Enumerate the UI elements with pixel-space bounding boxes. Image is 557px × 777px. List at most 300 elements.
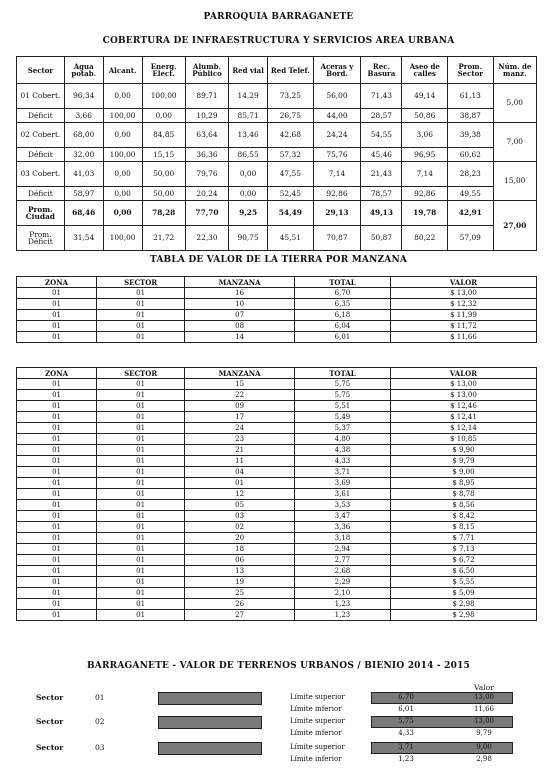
- coverage-cell: 49,14: [402, 84, 448, 109]
- land-value-cell: 25: [185, 588, 295, 599]
- sector-bar: [158, 716, 262, 729]
- land-value-header-cell: SECTOR: [97, 277, 185, 288]
- land-value-cell: 01: [185, 478, 295, 489]
- land-value-cell: 08: [185, 321, 295, 332]
- coverage-row-label: 01 Cobert.: [17, 84, 65, 109]
- coverage-header-cell: Alcant.: [103, 57, 142, 84]
- coverage-cell: 0,00: [229, 187, 268, 201]
- land-value-cell: 3,36: [295, 522, 391, 533]
- coverage-cell: 100,00: [103, 148, 142, 162]
- coverage-header-cell: Agua potab.: [64, 57, 103, 84]
- land-value-cell: $ 6,50: [390, 566, 536, 577]
- land-value-cell: 01: [97, 610, 185, 621]
- land-value-cell: 3,71: [295, 467, 391, 478]
- coverage-cell: 41,03: [64, 162, 103, 187]
- coverage-cell: 0,00: [103, 123, 142, 148]
- land-value-header-cell: TOTAL: [295, 368, 391, 379]
- coverage-cell: 77,70: [185, 201, 228, 226]
- land-value-cell: 14: [185, 332, 295, 343]
- land-value-cell: 01: [17, 456, 97, 467]
- coverage-cell: 9,25: [229, 201, 268, 226]
- land-value-cell: $ 8,78: [390, 489, 536, 500]
- coverage-cell: 92,86: [313, 187, 361, 201]
- coverage-cell: 68,46: [64, 201, 103, 226]
- land-value-cell: $ 11,66: [390, 332, 536, 343]
- table-row: [17, 321, 537, 332]
- land-value-cell: $ 5,55: [390, 577, 536, 588]
- document-title: PARROQUIA BARRAGANETE: [203, 12, 354, 22]
- land-value-cell: 6,18: [295, 310, 391, 321]
- land-value-cell: 01: [97, 588, 185, 599]
- land-value-cell: 01: [17, 288, 97, 299]
- summary-title: BARRAGANETE - VALOR DE TERRENOS URBANOS / BIENIO 2014 - 2015: [87, 661, 470, 671]
- coverage-cell: 29,13: [313, 201, 361, 226]
- upper-total-value: 6,70: [398, 693, 414, 701]
- coverage-cell: 0,00: [103, 84, 142, 109]
- coverage-header-cell: Aseo de calles: [402, 57, 448, 84]
- coverage-row: [17, 84, 537, 109]
- land-value-cell: 01: [17, 544, 97, 555]
- coverage-header-cell: Sector: [17, 57, 65, 84]
- land-value-cell: 09: [185, 401, 295, 412]
- land-value-cell: $ 13,00: [390, 379, 536, 390]
- land-value-cell: 01: [17, 434, 97, 445]
- land-value-header-row: [17, 277, 537, 288]
- land-value-cell: $ 12,14: [390, 423, 536, 434]
- value-column-header: Valor: [474, 683, 494, 692]
- coverage-cell: 90,75: [229, 226, 268, 251]
- land-value-cell: 01: [17, 379, 97, 390]
- coverage-row: [17, 109, 537, 123]
- coverage-cell: 45,51: [268, 226, 314, 251]
- land-value-cell: 01: [97, 445, 185, 456]
- coverage-cell: 3,06: [402, 123, 448, 148]
- table-row: [17, 423, 537, 434]
- land-value-cell: 01: [17, 599, 97, 610]
- table-row: [17, 401, 537, 412]
- land-value-cell: $ 5,09: [390, 588, 536, 599]
- land-value-cell: 01: [17, 445, 97, 456]
- land-value-cell: $ 10,85: [390, 434, 536, 445]
- land-value-header-cell: TOTAL: [295, 277, 391, 288]
- coverage-cell: 47,55: [268, 162, 314, 187]
- land-value-cell: $ 13,00: [390, 390, 536, 401]
- coverage-cell: 73,25: [268, 84, 314, 109]
- land-value-cell: $ 8,15: [390, 522, 536, 533]
- land-value-cell: 01: [17, 522, 97, 533]
- land-value-cell: 01: [97, 555, 185, 566]
- coverage-cell: 96,34: [64, 84, 103, 109]
- land-value-cell: 01: [97, 321, 185, 332]
- land-value-cell: 2,29: [295, 577, 391, 588]
- coverage-cell: 70,87: [313, 226, 361, 251]
- land-value-cell: 10: [185, 299, 295, 310]
- coverage-cell: 15,15: [142, 148, 185, 162]
- coverage-header-row: [17, 57, 537, 84]
- coverage-header-cell: Red vial: [229, 57, 268, 84]
- coverage-cell: 80,22: [402, 226, 448, 251]
- table-row: [17, 522, 537, 533]
- coverage-cell: 75,76: [313, 148, 361, 162]
- upper-price-value: 13,00: [473, 717, 495, 725]
- land-value-cell: 5,49: [295, 412, 391, 423]
- upper-limit-label: Límite superior: [290, 743, 345, 751]
- land-value-cell: 01: [17, 478, 97, 489]
- sector-bar: [158, 742, 262, 755]
- coverage-cell: 38,87: [448, 109, 494, 123]
- land-value-cell: 01: [17, 588, 97, 599]
- land-value-cell: $ 8,95: [390, 478, 536, 489]
- coverage-cell: 85,71: [229, 109, 268, 123]
- land-value-cell: $ 11,99: [390, 310, 536, 321]
- table-row: [17, 467, 537, 478]
- land-value-cell: 18: [185, 544, 295, 555]
- coverage-header-cell: Energ. Elect.: [142, 57, 185, 84]
- coverage-cell: 28,23: [448, 162, 494, 187]
- land-value-cell: 01: [97, 577, 185, 588]
- land-value-cell: 01: [17, 555, 97, 566]
- coverage-row: [17, 187, 537, 201]
- sector-label: Sector: [36, 693, 64, 702]
- land-value-cell: 02: [185, 522, 295, 533]
- land-value-cell: $ 9,79: [390, 456, 536, 467]
- land-value-cell: 01: [97, 456, 185, 467]
- lower-price-value: 11,66: [473, 705, 495, 713]
- land-value-cell: 2,94: [295, 544, 391, 555]
- lower-total-value: 4,33: [398, 729, 414, 737]
- land-value-cell: 17: [185, 412, 295, 423]
- land-value-cell: 01: [17, 423, 97, 434]
- land-value-cell: $ 6,72: [390, 555, 536, 566]
- land-value-header-cell: ZONA: [17, 368, 97, 379]
- coverage-cell: 100,00: [142, 84, 185, 109]
- land-value-cell: 6,70: [295, 288, 391, 299]
- land-value-cell: 01: [97, 332, 185, 343]
- land-value-cell: 01: [97, 467, 185, 478]
- land-value-cell: 21: [185, 445, 295, 456]
- coverage-row-label: 02 Cobert.: [17, 123, 65, 148]
- table-row: [17, 288, 537, 299]
- land-value-cell: 2,77: [295, 555, 391, 566]
- land-value-cell: 26: [185, 599, 295, 610]
- land-value-cell: 4,38: [295, 445, 391, 456]
- coverage-cell: 0,00: [229, 162, 268, 187]
- coverage-header-cell: Aceras y Bord.: [313, 57, 361, 84]
- coverage-cell: 57,32: [268, 148, 314, 162]
- coverage-table: [16, 56, 537, 251]
- coverage-cell: 36,36: [185, 148, 228, 162]
- land-value-cell: 01: [97, 401, 185, 412]
- land-value-cell: 01: [17, 467, 97, 478]
- block-count-cell: 5,00: [493, 84, 536, 123]
- coverage-cell: 58,97: [64, 187, 103, 201]
- land-value-title: TABLA DE VALOR DE LA TIERRA POR MANZANA: [149, 255, 408, 265]
- lower-limit-label: Límite inferior: [290, 705, 342, 713]
- land-value-cell: 01: [97, 423, 185, 434]
- land-value-cell: 06: [185, 555, 295, 566]
- coverage-row: [17, 226, 537, 251]
- land-value-cell: 03: [185, 511, 295, 522]
- land-value-cell: 01: [97, 544, 185, 555]
- upper-price-value: 9,00: [476, 743, 492, 751]
- land-value-cell: 01: [97, 478, 185, 489]
- coverage-row-label: Prom. Déficit: [17, 226, 65, 251]
- land-value-cell: 3,69: [295, 478, 391, 489]
- coverage-cell: 50,87: [361, 226, 402, 251]
- coverage-cell: 21,72: [142, 226, 185, 251]
- land-value-cell: 1,23: [295, 610, 391, 621]
- land-value-table-2: [16, 367, 537, 621]
- land-value-cell: 01: [97, 412, 185, 423]
- coverage-cell: 61,13: [448, 84, 494, 109]
- coverage-cell: 42,68: [268, 123, 314, 148]
- sector-number: 01: [95, 693, 105, 702]
- coverage-cell: 24,24: [313, 123, 361, 148]
- coverage-cell: 57,09: [448, 226, 494, 251]
- sector-label: Sector: [36, 743, 64, 752]
- land-value-cell: 27: [185, 610, 295, 621]
- land-value-cell: 01: [17, 310, 97, 321]
- table-row: [17, 566, 537, 577]
- table-row: [17, 533, 537, 544]
- land-value-header-cell: MANZANA: [185, 277, 295, 288]
- land-value-cell: 01: [17, 577, 97, 588]
- land-value-cell: 01: [97, 310, 185, 321]
- upper-limit-label: Límite superior: [290, 717, 345, 725]
- coverage-cell: 19,78: [402, 201, 448, 226]
- coverage-cell: 13,46: [229, 123, 268, 148]
- lower-total-value: 1,23: [398, 755, 414, 763]
- land-value-cell: 5,75: [295, 379, 391, 390]
- land-value-cell: 13: [185, 566, 295, 577]
- land-value-cell: $ 2,98: [390, 610, 536, 621]
- coverage-cell: 49,13: [361, 201, 402, 226]
- coverage-cell: 54,49: [268, 201, 314, 226]
- coverage-cell: 56,00: [313, 84, 361, 109]
- coverage-cell: 54,55: [361, 123, 402, 148]
- land-value-cell: 05: [185, 500, 295, 511]
- coverage-cell: 26,75: [268, 109, 314, 123]
- land-value-cell: $ 13,00: [390, 288, 536, 299]
- land-value-cell: 07: [185, 310, 295, 321]
- coverage-cell: 50,00: [142, 162, 185, 187]
- coverage-row: [17, 162, 537, 187]
- coverage-header-cell: Núm. de manz.: [493, 57, 536, 84]
- land-value-cell: 23: [185, 434, 295, 445]
- coverage-cell: 31,54: [64, 226, 103, 251]
- table-row: [17, 577, 537, 588]
- table-row: [17, 412, 537, 423]
- table-row: [17, 445, 537, 456]
- land-value-cell: $ 9,90: [390, 445, 536, 456]
- land-value-cell: 5,75: [295, 390, 391, 401]
- land-value-cell: 3,47: [295, 511, 391, 522]
- land-value-cell: 1,23: [295, 599, 391, 610]
- land-value-cell: $ 12,32: [390, 299, 536, 310]
- land-value-cell: 01: [17, 390, 97, 401]
- block-count-cell: 7,00: [493, 123, 536, 162]
- land-value-cell: 01: [97, 379, 185, 390]
- land-value-cell: 01: [97, 288, 185, 299]
- land-value-cell: 6,04: [295, 321, 391, 332]
- coverage-cell: 89,71: [185, 84, 228, 109]
- coverage-cell: 92,86: [402, 187, 448, 201]
- upper-price-value: 13,00: [473, 693, 495, 701]
- land-value-cell: 01: [97, 489, 185, 500]
- upper-limit-label: Límite superior: [290, 693, 345, 701]
- coverage-cell: 78,57: [361, 187, 402, 201]
- land-value-header-cell: SECTOR: [97, 368, 185, 379]
- coverage-cell: 0,00: [103, 162, 142, 187]
- coverage-cell: 21,43: [361, 162, 402, 187]
- coverage-cell: 96,95: [402, 148, 448, 162]
- sector-number: 03: [95, 743, 105, 752]
- land-value-cell: 5,37: [295, 423, 391, 434]
- land-value-cell: 3,18: [295, 533, 391, 544]
- land-value-cell: 15: [185, 379, 295, 390]
- land-value-cell: 04: [185, 467, 295, 478]
- land-value-header-cell: ZONA: [17, 277, 97, 288]
- table-row: [17, 599, 537, 610]
- coverage-cell: 32,00: [64, 148, 103, 162]
- lower-total-value: 6,01: [398, 705, 414, 713]
- table-row: [17, 299, 537, 310]
- coverage-cell: 42,91: [448, 201, 494, 226]
- block-count-cell: 15,00: [493, 162, 536, 201]
- land-value-header-cell: VALOR: [390, 368, 536, 379]
- coverage-cell: 63,64: [185, 123, 228, 148]
- land-value-cell: 01: [17, 321, 97, 332]
- upper-total-value: 5,75: [398, 717, 414, 725]
- land-value-cell: $ 7,13: [390, 544, 536, 555]
- land-value-cell: $ 12,46: [390, 401, 536, 412]
- land-value-cell: 01: [17, 299, 97, 310]
- land-value-cell: 6,01: [295, 332, 391, 343]
- table-row: [17, 310, 537, 321]
- land-value-cell: 01: [97, 500, 185, 511]
- coverage-cell: 49,55: [448, 187, 494, 201]
- land-value-cell: 6,35: [295, 299, 391, 310]
- coverage-cell: 52,45: [268, 187, 314, 201]
- coverage-cell: 0,00: [103, 187, 142, 201]
- coverage-cell: 68,00: [64, 123, 103, 148]
- land-value-cell: 01: [17, 489, 97, 500]
- coverage-cell: 50,00: [142, 187, 185, 201]
- coverage-cell: 60,62: [448, 148, 494, 162]
- land-value-cell: 01: [97, 533, 185, 544]
- land-value-cell: 01: [97, 390, 185, 401]
- land-value-cell: 12: [185, 489, 295, 500]
- table-row: [17, 478, 537, 489]
- land-value-cell: $ 8,42: [390, 511, 536, 522]
- land-value-cell: $ 8,56: [390, 500, 536, 511]
- coverage-cell: 45,46: [361, 148, 402, 162]
- land-value-cell: 4,33: [295, 456, 391, 467]
- lower-price-value: 2,98: [476, 755, 492, 763]
- land-value-cell: $ 12,41: [390, 412, 536, 423]
- land-value-cell: 2,68: [295, 566, 391, 577]
- land-value-cell: 5,51: [295, 401, 391, 412]
- land-value-cell: 01: [17, 332, 97, 343]
- land-value-cell: 01: [97, 511, 185, 522]
- land-value-cell: 01: [97, 434, 185, 445]
- land-value-cell: 20: [185, 533, 295, 544]
- coverage-header-cell: Rec. Basura: [361, 57, 402, 84]
- land-value-cell: 01: [97, 566, 185, 577]
- coverage-cell: 10,29: [185, 109, 228, 123]
- table-row: [17, 379, 537, 390]
- land-value-cell: 16: [185, 288, 295, 299]
- coverage-title: COBERTURA DE INFRAESTRUCTURA Y SERVICIOS AREA URBANA: [102, 36, 455, 46]
- coverage-cell: 20,24: [185, 187, 228, 201]
- table-row: [17, 555, 537, 566]
- land-value-cell: 4,80: [295, 434, 391, 445]
- coverage-cell: 100,00: [103, 109, 142, 123]
- coverage-cell: 14,29: [229, 84, 268, 109]
- table-row: [17, 588, 537, 599]
- land-value-cell: 01: [97, 599, 185, 610]
- land-value-header-row: [17, 368, 537, 379]
- land-value-cell: 19: [185, 577, 295, 588]
- table-row: [17, 500, 537, 511]
- coverage-header-cell: Alumb. Público: [185, 57, 228, 84]
- coverage-cell: 44,00: [313, 109, 361, 123]
- land-value-cell: 11: [185, 456, 295, 467]
- coverage-cell: 0,00: [142, 109, 185, 123]
- coverage-header-cell: Prom. Sector: [448, 57, 494, 84]
- land-value-cell: 3,61: [295, 489, 391, 500]
- land-value-cell: 01: [17, 401, 97, 412]
- coverage-row: [17, 201, 537, 226]
- upper-total-value: 3,71: [398, 743, 414, 751]
- table-row: [17, 489, 537, 500]
- table-row: [17, 610, 537, 621]
- sector-label: Sector: [36, 717, 64, 726]
- land-value-cell: $ 2,98: [390, 599, 536, 610]
- coverage-cell: 100,00: [103, 226, 142, 251]
- land-value-cell: 24: [185, 423, 295, 434]
- land-value-cell: 3,53: [295, 500, 391, 511]
- table-row: [17, 456, 537, 467]
- coverage-cell: 50,86: [402, 109, 448, 123]
- land-value-cell: 01: [17, 533, 97, 544]
- land-value-cell: $ 9,00: [390, 467, 536, 478]
- land-value-cell: $ 11,72: [390, 321, 536, 332]
- lower-price-value: 9,79: [476, 729, 492, 737]
- land-value-table-1: [16, 276, 537, 343]
- table-row: [17, 434, 537, 445]
- coverage-cell: 28,57: [361, 109, 402, 123]
- coverage-cell: 3,66: [64, 109, 103, 123]
- table-row: [17, 390, 537, 401]
- coverage-row: [17, 123, 537, 148]
- coverage-row-label: Déficit: [17, 148, 65, 162]
- coverage-cell: 22,30: [185, 226, 228, 251]
- lower-limit-label: Límite inferior: [290, 729, 342, 737]
- land-value-cell: 01: [17, 412, 97, 423]
- land-value-header-cell: MANZANA: [185, 368, 295, 379]
- land-value-cell: 01: [17, 500, 97, 511]
- coverage-cell: 78,28: [142, 201, 185, 226]
- land-value-cell: 01: [97, 299, 185, 310]
- table-row: [17, 511, 537, 522]
- coverage-header-cell: Red Telef.: [268, 57, 314, 84]
- coverage-row-label: Déficit: [17, 109, 65, 123]
- land-value-cell: 01: [17, 566, 97, 577]
- land-value-cell: $ 7,71: [390, 533, 536, 544]
- table-row: [17, 544, 537, 555]
- lower-limit-label: Límite inferior: [290, 755, 342, 763]
